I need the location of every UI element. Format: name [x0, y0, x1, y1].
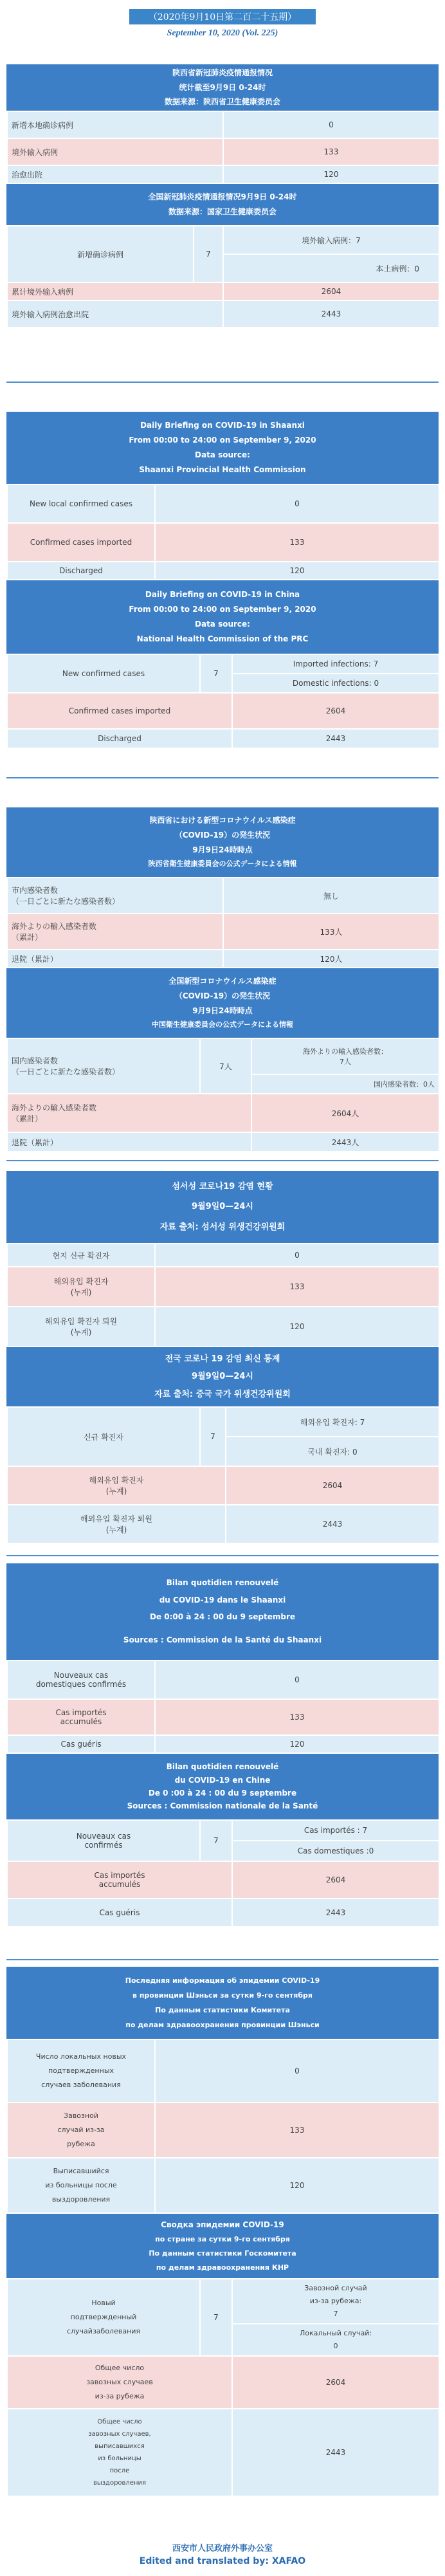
- row-label: Nouveaux cas confirmés: [7, 1820, 200, 1861]
- section-english: [0, 412, 445, 749]
- header-line: De 0 :00 à 24 : 00 du 9 septembre: [148, 1789, 297, 1798]
- table-row: [7, 1094, 439, 1132]
- header-line: 9月9日24時時点: [192, 845, 253, 854]
- row-value: 120: [155, 1735, 439, 1753]
- row-label: New confirmed cases: [7, 654, 200, 693]
- row-value: 133: [155, 523, 439, 562]
- shaanxi-header-ko: [6, 1171, 439, 1243]
- row-label: 해외유입 확진자 (누계): [7, 1466, 226, 1505]
- header-line: По данным статистики Госкомитета: [149, 2249, 296, 2258]
- imported-cases: Завозной случай из-за рубежа: 7: [232, 2279, 439, 2324]
- row-value: 2443: [226, 1505, 439, 1543]
- imported-cases: Imported infections: 7: [232, 654, 439, 674]
- table-row: [7, 914, 439, 950]
- header-line: 统计截至9月9日 0-24时: [179, 82, 266, 92]
- row-label: 退院（累計）: [7, 950, 223, 968]
- table-row: [7, 654, 439, 674]
- table-row: [7, 2039, 439, 2102]
- issue-date-cn: （2020年9月10日第二百二十五期）: [129, 9, 316, 24]
- row-label: Confirmed cases imported: [7, 693, 232, 729]
- table-row: [7, 226, 439, 254]
- row-label: 海外よりの輸入感染者数 （累計）: [7, 1094, 251, 1132]
- china-header-fr: [6, 1754, 439, 1819]
- header-line: du COVID-19 en Chine: [174, 1775, 271, 1785]
- row-label: 해외유입 확진자 퇴원 (누계): [7, 1505, 226, 1543]
- table-row: [7, 1307, 439, 1347]
- row-label: 新增本地确诊病例: [7, 111, 223, 138]
- row-value: 2443: [232, 729, 439, 748]
- row-value: 7: [200, 654, 232, 693]
- row-label: Nouveaux cas domestiques confirmés: [7, 1661, 155, 1699]
- domestic-cases: Cas domestiques :0: [232, 1841, 439, 1861]
- header-line: По данным статистики Комитета: [155, 2006, 290, 2014]
- table-row: [7, 1038, 439, 1074]
- row-value: 2443: [232, 2409, 439, 2496]
- domestic-cases: 本土病例：0: [223, 254, 439, 282]
- header-line: по стране за сутки 9-го сентября: [155, 2235, 290, 2243]
- shaanxi-header-ja: [6, 807, 439, 877]
- china-header-ko: [6, 1347, 439, 1406]
- header-line: 陕西省における新型コロナウイルス感染症: [149, 816, 296, 825]
- row-label: Завозной случай из-за рубежа: [7, 2102, 155, 2158]
- header-line: 자료 출처: 섬서성 위생건강위원회: [159, 1222, 286, 1232]
- shaanxi-table-en: [6, 484, 440, 580]
- row-value: 0: [155, 2039, 439, 2102]
- table-row: [7, 1267, 439, 1307]
- row-label: 境外输入病例: [7, 138, 223, 165]
- table-row: [7, 1244, 439, 1267]
- table-row: [7, 562, 439, 580]
- shaanxi-panel-en: [6, 412, 439, 749]
- header-line: 中国衛生健康委員会の公式データによる情報: [152, 1020, 293, 1029]
- row-label: Cas guéris: [7, 1735, 155, 1753]
- row-value: 0: [223, 111, 439, 138]
- china-header-en: [6, 580, 439, 654]
- table-row: [7, 2409, 439, 2496]
- section-korean: [0, 1171, 445, 1544]
- header-line: 9월9일0—24시: [192, 1202, 253, 1212]
- header-line: Sources : Commission nationale de la Santé: [127, 1801, 318, 1811]
- section-french: [0, 1563, 445, 1927]
- header-line: 全国新冠肺炎疫情通报情况9月9日 0-24时: [148, 192, 297, 202]
- row-value: 2604: [232, 693, 439, 729]
- row-label: Новый подтвержденный случайзаболевания: [7, 2279, 200, 2356]
- row-value: 120: [155, 1307, 439, 1347]
- divider: [6, 1160, 439, 1161]
- footer: [0, 2541, 445, 2566]
- row-value: 7: [194, 226, 223, 282]
- row-label: Discharged: [7, 562, 155, 580]
- shaanxi-header-fr: [6, 1563, 439, 1660]
- row-value: 2604: [232, 1861, 439, 1899]
- row-value: 133: [155, 1699, 439, 1735]
- header-line: 全国新型コロナウイルス感染症: [168, 977, 277, 986]
- credit-line: Edited and translated by: XAFAO: [139, 2556, 306, 2566]
- shaanxi-header-zh: [6, 64, 439, 111]
- header-line: 자료 출처: 중국 국가 위생건강위원회: [154, 1389, 291, 1399]
- shaanxi-table-ko: [6, 1243, 440, 1347]
- shaanxi-panel-ja: [6, 807, 439, 1152]
- row-label: 市内感染者数 （一日ごとに新たな感染者数）: [7, 878, 223, 914]
- row-value: 7人: [200, 1038, 251, 1094]
- table-row: [7, 484, 439, 523]
- table-row: [7, 1699, 439, 1735]
- china-table-ru: [6, 2278, 440, 2497]
- table-row: [7, 1407, 439, 1437]
- header-line: 陕西省新冠肺炎疫情通报情况: [172, 68, 273, 77]
- header-line: De 0:00 à 24 : 00 du 9 septembre: [149, 1612, 296, 1621]
- header-line: 9月9日24時時点: [192, 1006, 253, 1015]
- row-value: 2604: [232, 2356, 439, 2409]
- domestic-cases: 国内感染者数：0人: [251, 1074, 439, 1094]
- header-line: Shaanxi Provincial Health Commission: [139, 465, 306, 474]
- shaanxi-table-zh: [6, 111, 440, 184]
- header-line: Bilan quotidien renouvelé: [166, 1578, 279, 1588]
- shaanxi-panel-ko: [6, 1171, 439, 1544]
- table-row: [7, 950, 439, 968]
- row-value: 133人: [223, 914, 439, 950]
- table-row: [7, 300, 439, 327]
- header-line: Daily Briefing on COVID-19 in Shaanxi: [140, 421, 305, 430]
- table-row: [7, 2356, 439, 2409]
- row-label: 해외유입 확진자 (누계): [7, 1267, 155, 1307]
- row-value: 0: [155, 484, 439, 523]
- row-label: 退院（累計）: [7, 1132, 251, 1152]
- publisher-name: 西安市人民政府外事办公室: [172, 2544, 273, 2553]
- header-line: по делам здравоохранения КНР: [156, 2263, 289, 2272]
- shaanxi-panel-zh: [6, 64, 439, 328]
- shaanxi-panel-fr: [6, 1563, 439, 1927]
- row-value: 133: [155, 1267, 439, 1307]
- table-row: [7, 2158, 439, 2213]
- row-label: 国内感染者数 （一日ごとに新たな感染者数）: [7, 1038, 200, 1094]
- table-row: [7, 693, 439, 729]
- section-japanese: [0, 807, 445, 1152]
- domestic-cases: Domestic infections: 0: [232, 674, 439, 693]
- row-label: Выписавшийся из больницы после выздоровления: [7, 2158, 155, 2213]
- imported-cases: 海外よりの輸入感染者数： 7人: [251, 1038, 439, 1074]
- china-header-zh: [6, 184, 439, 225]
- header-line: Sources : Commission de la Santé du Shaanxi: [123, 1635, 322, 1645]
- table-row: [7, 1899, 439, 1927]
- table-row: [7, 2102, 439, 2158]
- section-russian: [0, 1967, 445, 2497]
- china-table-fr: [6, 1819, 440, 1927]
- row-label: New local confirmed cases: [7, 484, 155, 523]
- row-value: 0: [155, 1244, 439, 1267]
- row-label: Cas importés accumulés: [7, 1861, 232, 1899]
- row-value: 2443: [232, 1899, 439, 1927]
- row-value: 120: [223, 165, 439, 183]
- imported-cases: 해외유입 확진자: 7: [226, 1407, 439, 1437]
- china-table-zh: [6, 225, 440, 328]
- table-row: [7, 523, 439, 562]
- table-row: [7, 1861, 439, 1899]
- shaanxi-header-en: [6, 412, 439, 484]
- row-value: 7: [200, 1820, 232, 1861]
- row-value: 7: [200, 1407, 226, 1466]
- header-line: 9월9일0—24시: [192, 1372, 253, 1382]
- row-label: 신규 확진자: [7, 1407, 200, 1466]
- header-line: [6, 1625, 439, 1632]
- row-label: 治愈出院: [7, 165, 223, 183]
- shaanxi-table-ru: [6, 2039, 440, 2214]
- row-label: Общее число завозных случаев из-за рубежа: [7, 2356, 232, 2409]
- china-table-ja: [6, 1038, 440, 1152]
- row-value: 2604人: [251, 1094, 439, 1132]
- row-label: 累计境外输入病例: [7, 282, 223, 300]
- row-label: 新增确诊病例: [7, 226, 194, 282]
- table-row: [7, 138, 439, 165]
- table-row: [7, 2279, 439, 2324]
- header-line: в провинции Шэньси за сутки 9-го сентября: [132, 1991, 313, 2000]
- header-line: du COVID-19 dans le Shaanxi: [159, 1595, 286, 1605]
- row-value: 0: [155, 1661, 439, 1699]
- divider: [6, 1959, 439, 1960]
- shaanxi-header-ru: [6, 1967, 439, 2039]
- issue-date-en: September 10, 2020 (Vol. 225): [167, 28, 278, 38]
- header-line: Последняя информация об эпидемии COVID-19: [125, 1976, 320, 1985]
- header-line: 陕西省衛生健康委員会の公式データによる情報: [148, 859, 297, 868]
- header-line: （COVID-19）の発生状況: [174, 991, 271, 1001]
- table-row: [7, 1661, 439, 1699]
- row-label: 해외유입 확진자 퇴원 (누계): [7, 1307, 155, 1347]
- china-header-ja: [6, 968, 439, 1038]
- table-row: [7, 1466, 439, 1505]
- table-row: [7, 1820, 439, 1841]
- table-row: [7, 729, 439, 748]
- row-value: 133: [223, 138, 439, 165]
- header-line: Bilan quotidien renouvelé: [166, 1762, 279, 1772]
- section-chinese: [0, 64, 445, 328]
- header-line: по делам здравоохранения провинции Шэньси: [125, 2021, 320, 2030]
- header-line: Data source:: [195, 620, 250, 629]
- header-line: 数据来源：国家卫生健康委员会: [168, 207, 277, 216]
- row-value: 2604: [226, 1466, 439, 1505]
- table-row: [7, 1132, 439, 1152]
- row-label: Общее число завозных случаев, выписавшихся из больницы после выздоровления: [7, 2409, 232, 2496]
- header-line: 섬서성 코로나19 감염 현황: [172, 1182, 273, 1192]
- header-line: 전국 코로나 19 감염 최신 통계: [165, 1354, 280, 1365]
- row-label: Число локальных новых подтвержденных случаев заболевания: [7, 2039, 155, 2102]
- row-value: 2443: [223, 300, 439, 327]
- header-line: From 00:00 to 24:00 on September 9, 2020: [129, 605, 316, 614]
- header-line: （COVID-19）の発生状況: [174, 831, 271, 840]
- domestic-cases: Локальный случай: 0: [232, 2324, 439, 2356]
- imported-cases: Cas importés : 7: [232, 1820, 439, 1841]
- row-label: Cas importés accumulés: [7, 1699, 155, 1735]
- header-line: From 00:00 to 24:00 on September 9, 2020: [129, 436, 316, 445]
- issue-header: [0, 0, 445, 39]
- divider: [6, 382, 439, 383]
- row-label: 海外よりの輸入感染者数 （累計）: [7, 914, 223, 950]
- row-value: 133: [155, 2102, 439, 2158]
- row-label: Discharged: [7, 729, 232, 748]
- row-value: 120: [155, 2158, 439, 2213]
- table-row: [7, 878, 439, 914]
- china-table-en: [6, 654, 440, 749]
- header-line: Data source:: [195, 450, 250, 459]
- table-row: [7, 282, 439, 300]
- header-line: National Health Commission of the PRC: [136, 634, 309, 643]
- china-header-ru: [6, 2214, 439, 2278]
- row-value: 7: [200, 2279, 232, 2356]
- row-value: 120人: [223, 950, 439, 968]
- row-value: 120: [155, 562, 439, 580]
- table-row: [7, 165, 439, 183]
- shaanxi-panel-ru: [6, 1967, 439, 2497]
- row-value: 無し: [223, 878, 439, 914]
- header-line: Daily Briefing on COVID-19 in China: [145, 590, 300, 600]
- header-line: Сводка эпидемии COVID-19: [161, 2220, 284, 2229]
- shaanxi-table-fr: [6, 1660, 440, 1754]
- table-row: [7, 111, 439, 138]
- china-table-ko: [6, 1406, 440, 1544]
- row-label: 境外输入病例治愈出院: [7, 300, 223, 327]
- header-line: 数据来源：陕西省卫生健康委员会: [164, 97, 280, 107]
- row-value: 2604: [223, 282, 439, 300]
- table-row: [7, 1505, 439, 1543]
- domestic-cases: 국내 확진자: 0: [226, 1437, 439, 1466]
- table-row: [7, 1735, 439, 1753]
- row-label: Confirmed cases imported: [7, 523, 155, 562]
- row-value: 2443人: [251, 1132, 439, 1152]
- divider: [6, 777, 439, 778]
- row-label: 현지 신규 확진자: [7, 1244, 155, 1267]
- imported-cases: 境外输入病例：7: [223, 226, 439, 254]
- row-label: Cas guéris: [7, 1899, 232, 1927]
- divider: [6, 1555, 439, 1556]
- shaanxi-table-ja: [6, 877, 440, 968]
